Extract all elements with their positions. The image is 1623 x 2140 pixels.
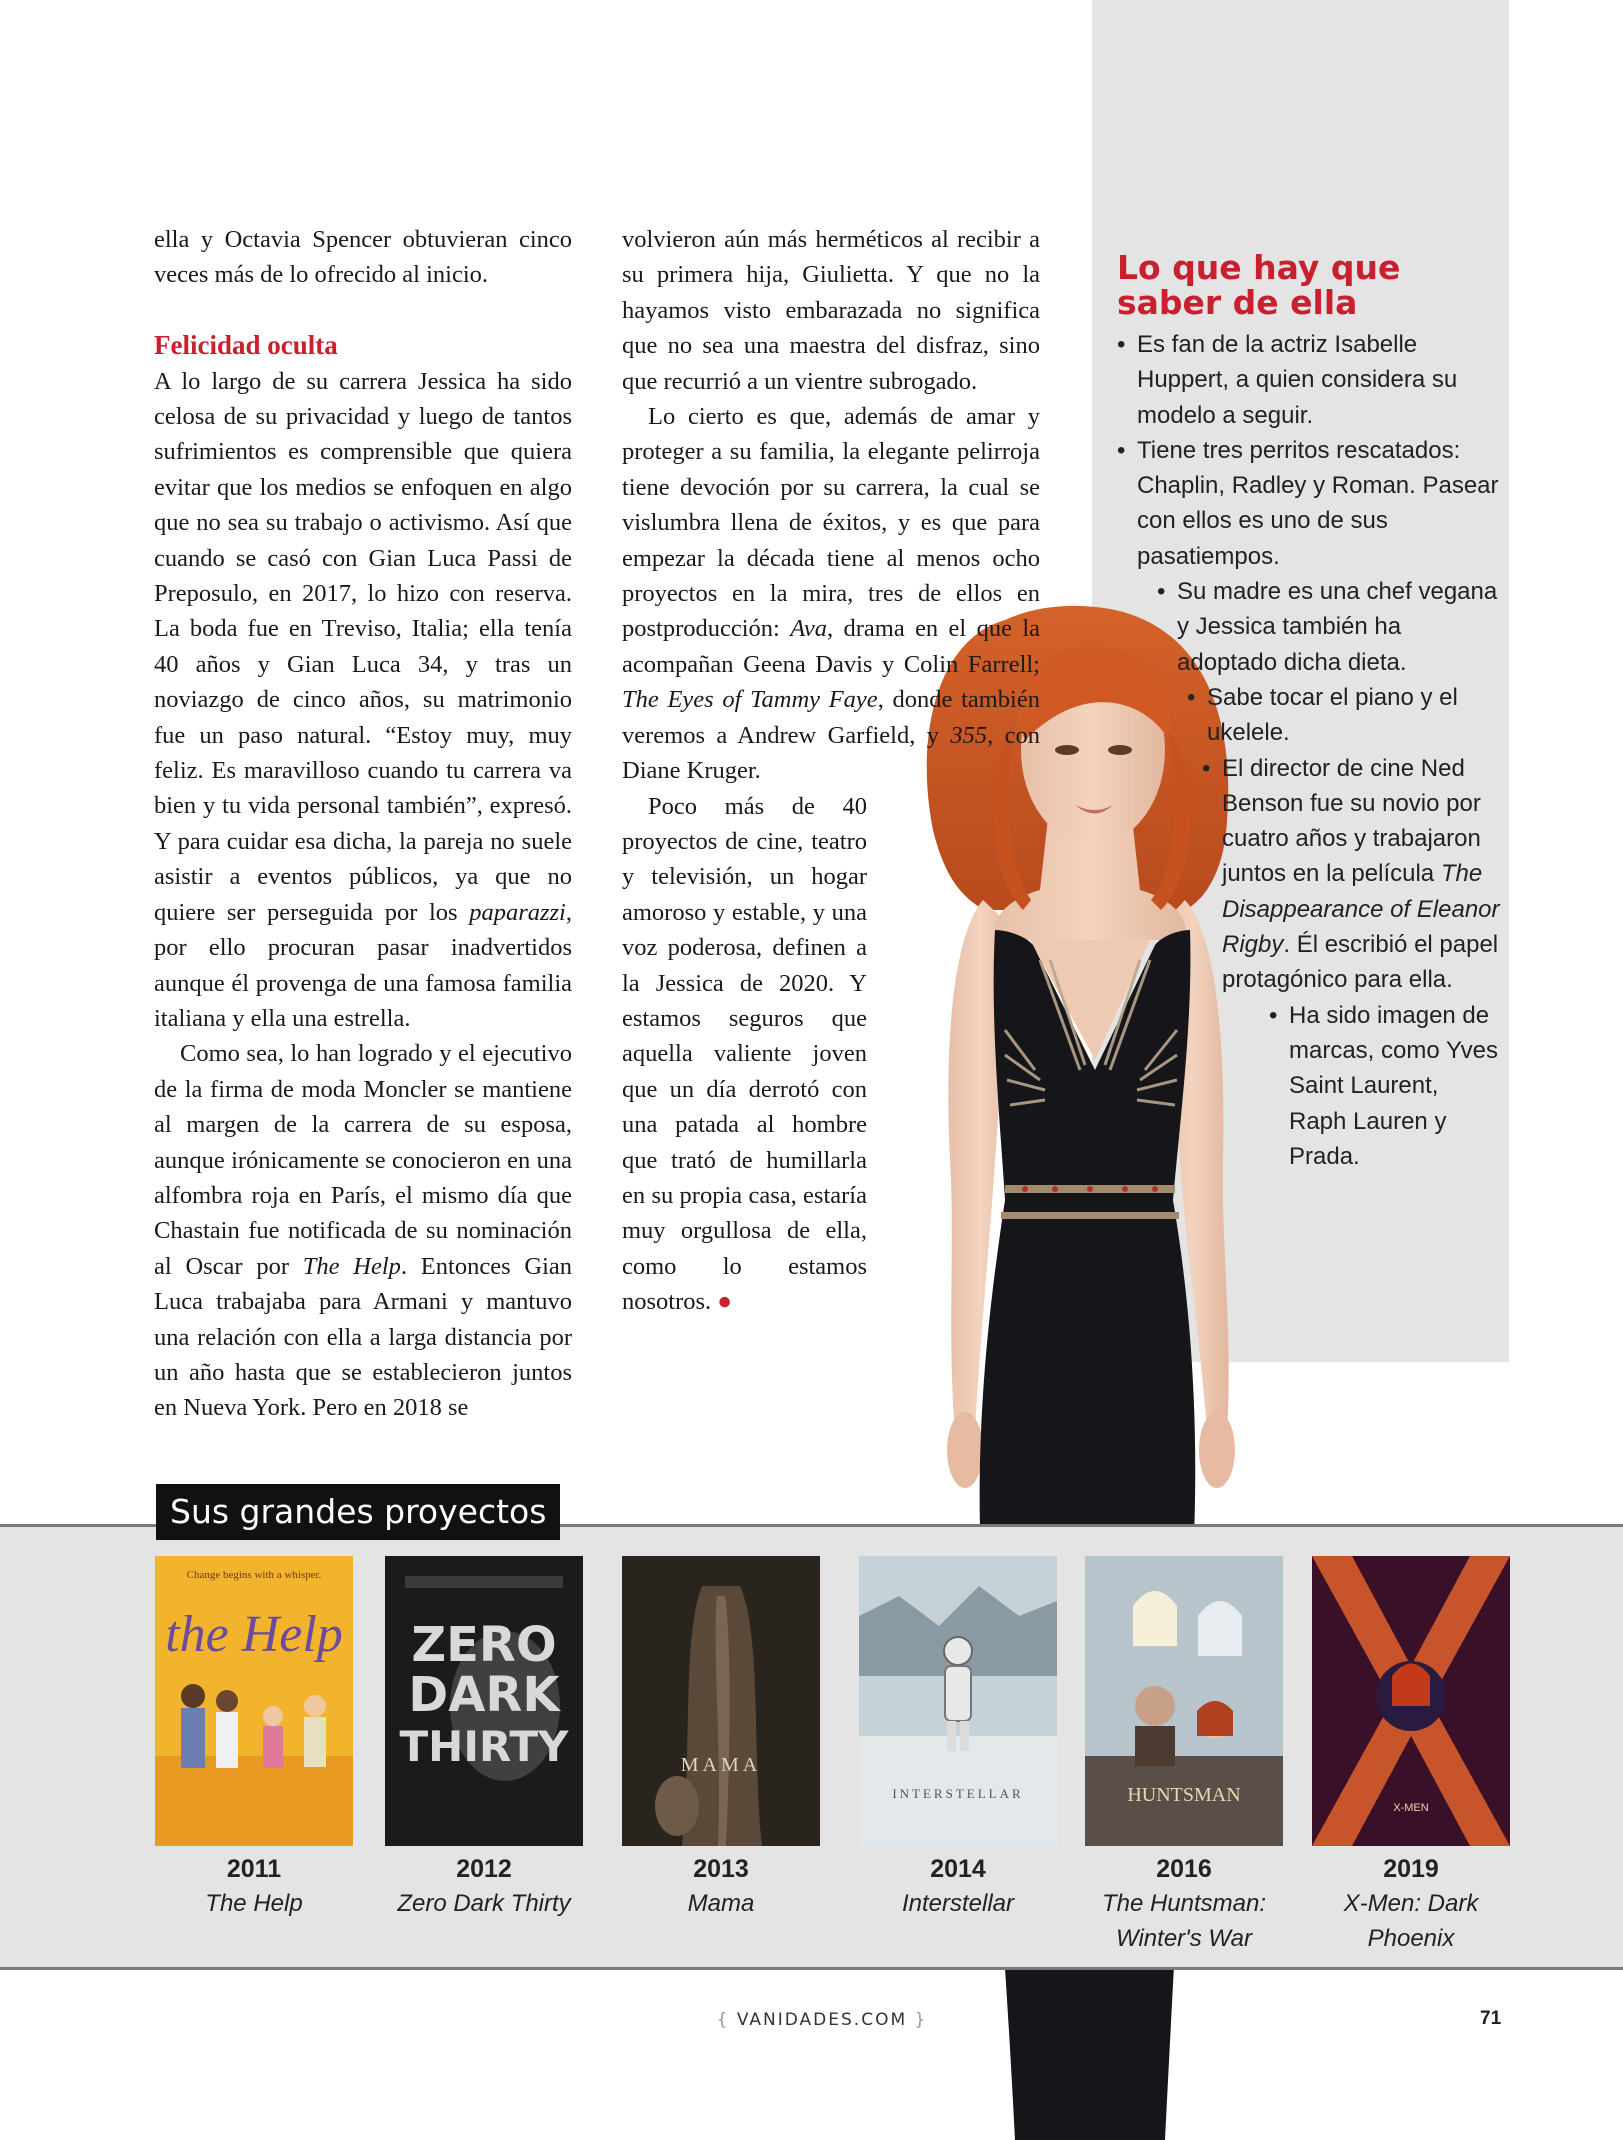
paragraph: volvieron aún más herméticos al recibir a su primera hija, Giulietta. Y que no la hayamos visto embarazada no significa que no sea una maestra del disfraz, sino que recurrió a un vientre subrogado. — [622, 226, 1040, 395]
svg-text:INTERSTELLAR: INTERSTELLAR — [892, 1786, 1024, 1801]
project-year: 2016 — [1156, 1855, 1212, 1883]
article-column-2 — [622, 222, 1040, 1320]
svg-text:MAMA: MAMA — [680, 1754, 762, 1776]
list-item: • Tiene tres perritos rescatados: Chaplin, Radley y Roman. Pasear con ellos es uno de sus pasatiempos. — [1117, 436, 1499, 570]
list-item: • Es fan de la actriz Isabelle Huppert, a quien considera su modelo a seguir. — [1117, 331, 1458, 429]
page-number: 71 — [1480, 2008, 1502, 2029]
project-caption — [134, 1852, 374, 1921]
paragraph: Poco más de 40 proyectos de cine, teatro y televisión, un hogar amoroso y estable, y una voz poderosa, definen a la Jessica de 2020. Y estamos seguros que aquella valiente joven que un día derrotó con una patada al hombre que trató de humillarla en su propia casa, estaría muy orgullosa de ella, como lo estamos nosotros. ● — [622, 792, 867, 1316]
project-year: 2019 — [1383, 1855, 1439, 1883]
end-mark: ● — [717, 1288, 733, 1316]
list-item: • Su madre es una chef vegana y Jessica también ha adoptado dicha dieta. — [1157, 578, 1498, 676]
poster-mama — [622, 1556, 820, 1846]
projects-title: Sus grandes proyectos — [156, 1484, 560, 1540]
project-caption — [364, 1852, 604, 1921]
svg-text:THIRTY: THIRTY — [399, 1722, 569, 1771]
poster-huntsman — [1085, 1556, 1283, 1846]
paragraph: Lo cierto es que, además de amar y proteger a su familia, la elegante pelirroja tiene devoción por su carrera, la cual se vislumbra llena de éxitos, y es que para empezar la década tiene al menos ocho proyectos en la mira, tres de ellos en postproducción: Ava, drama en el que la acompañan Geena Davis y Colin Farrell; The Eyes of Tammy Faye, donde también veremos a Andrew Garfield, y 355, con Diane Kruger. — [622, 403, 1041, 785]
project-caption — [601, 1852, 841, 1921]
section-heading: Felicidad oculta — [154, 330, 338, 361]
article-column-1 — [154, 222, 572, 1426]
project-name: Mama — [687, 1890, 755, 1917]
list-item: • Ha sido imagen de marcas, como Yves Saint Laurent, Raph Lauren y Prada. — [1269, 1001, 1498, 1170]
svg-text:X-MEN: X-MEN — [1393, 1802, 1429, 1814]
project-caption — [1064, 1852, 1304, 1956]
poster-interstellar — [859, 1556, 1057, 1846]
project-caption — [1291, 1852, 1531, 1956]
project-year: 2013 — [693, 1855, 749, 1883]
project-name: X-Men: Dark Phoenix — [1343, 1890, 1479, 1952]
list-item: • El director de cine Ned Benson fue su novio por cuatro años y trabajaron juntos en la película The Disappearance of Eleanor Rigby. Él escribió el papel protagónico para ella. — [1202, 754, 1500, 994]
project-year: 2014 — [930, 1855, 986, 1883]
paragraph: ella y Octavia Spencer obtuvieran cinco veces más de lo ofrecido al inicio. — [154, 226, 572, 289]
project-year: 2011 — [226, 1855, 282, 1883]
project-name: Interstellar — [901, 1890, 1015, 1917]
poster-zero-dark-thirty — [385, 1556, 583, 1846]
project-name: Zero Dark Thirty — [397, 1890, 571, 1917]
project-year: 2012 — [456, 1855, 512, 1883]
poster-the-help — [155, 1556, 353, 1846]
paragraph: A lo largo de su carrera Jessica ha sido celosa de su privacidad y luego de tantos sufrimientos es comprensible que quiera evitar que los medios se enfoquen en algo que no sea su trabajo o activismo. Así que cuando se casó con Gian Luca Passi de Preposulo, en 2017, lo hizo con reserva. La boda fue en Treviso, Italia; ella tenía 40 años y Gian Luca 34, y tras un noviazgo de cinco años, su matrimonio fue un paso natural. “Estoy muy, muy feliz. Es maravilloso cuando tu carrera va bien y tu vida personal también”, expresó. Y para cuidar esa dicha, la pareja no suele asistir a eventos públicos, ya que no quiere ser perseguida por los paparazzi, por ello procuran pasar inadvertidos aunque él provenga de una famosa familia italiana y ella una estrella. — [154, 367, 572, 1032]
svg-text:ZERO: ZERO — [411, 1617, 557, 1673]
svg-text:the Help: the Help — [165, 1606, 343, 1663]
footer-website: { VANIDADES.COM } — [716, 2010, 928, 2030]
project-name: The Help — [205, 1890, 303, 1917]
project-name: The Huntsman: Winter's War — [1101, 1890, 1267, 1952]
poster-x-men-dark-phoenix — [1312, 1556, 1510, 1846]
svg-text:DARK: DARK — [408, 1667, 560, 1723]
sidebar-title: Lo que hay que saber de ella — [1117, 248, 1401, 322]
sidebar-facts-list — [1117, 327, 1502, 1174]
list-item: • Sabe tocar el piano y el ukelele. — [1187, 683, 1458, 747]
svg-text:HUNTSMAN: HUNTSMAN — [1127, 1784, 1241, 1806]
project-caption — [838, 1852, 1078, 1921]
svg-text:Change begins with a whisper.: Change begins with a whisper. — [186, 1569, 322, 1581]
paragraph: Como sea, lo han logrado y el ejecutivo de la firma de moda Moncler se mantiene al margen de la carrera de su esposa, aunque irónicamente se conocieron en una alfombra roja en París, el mismo día que Chastain fue notificada de su nominación al Oscar por The Help. Entonces Gian Luca trabajaba para Armani y mantuvo una relación con ella a larga distancia por un año hasta que se establecieron juntos en Nueva York. Pero en 2018 se — [154, 1040, 573, 1422]
